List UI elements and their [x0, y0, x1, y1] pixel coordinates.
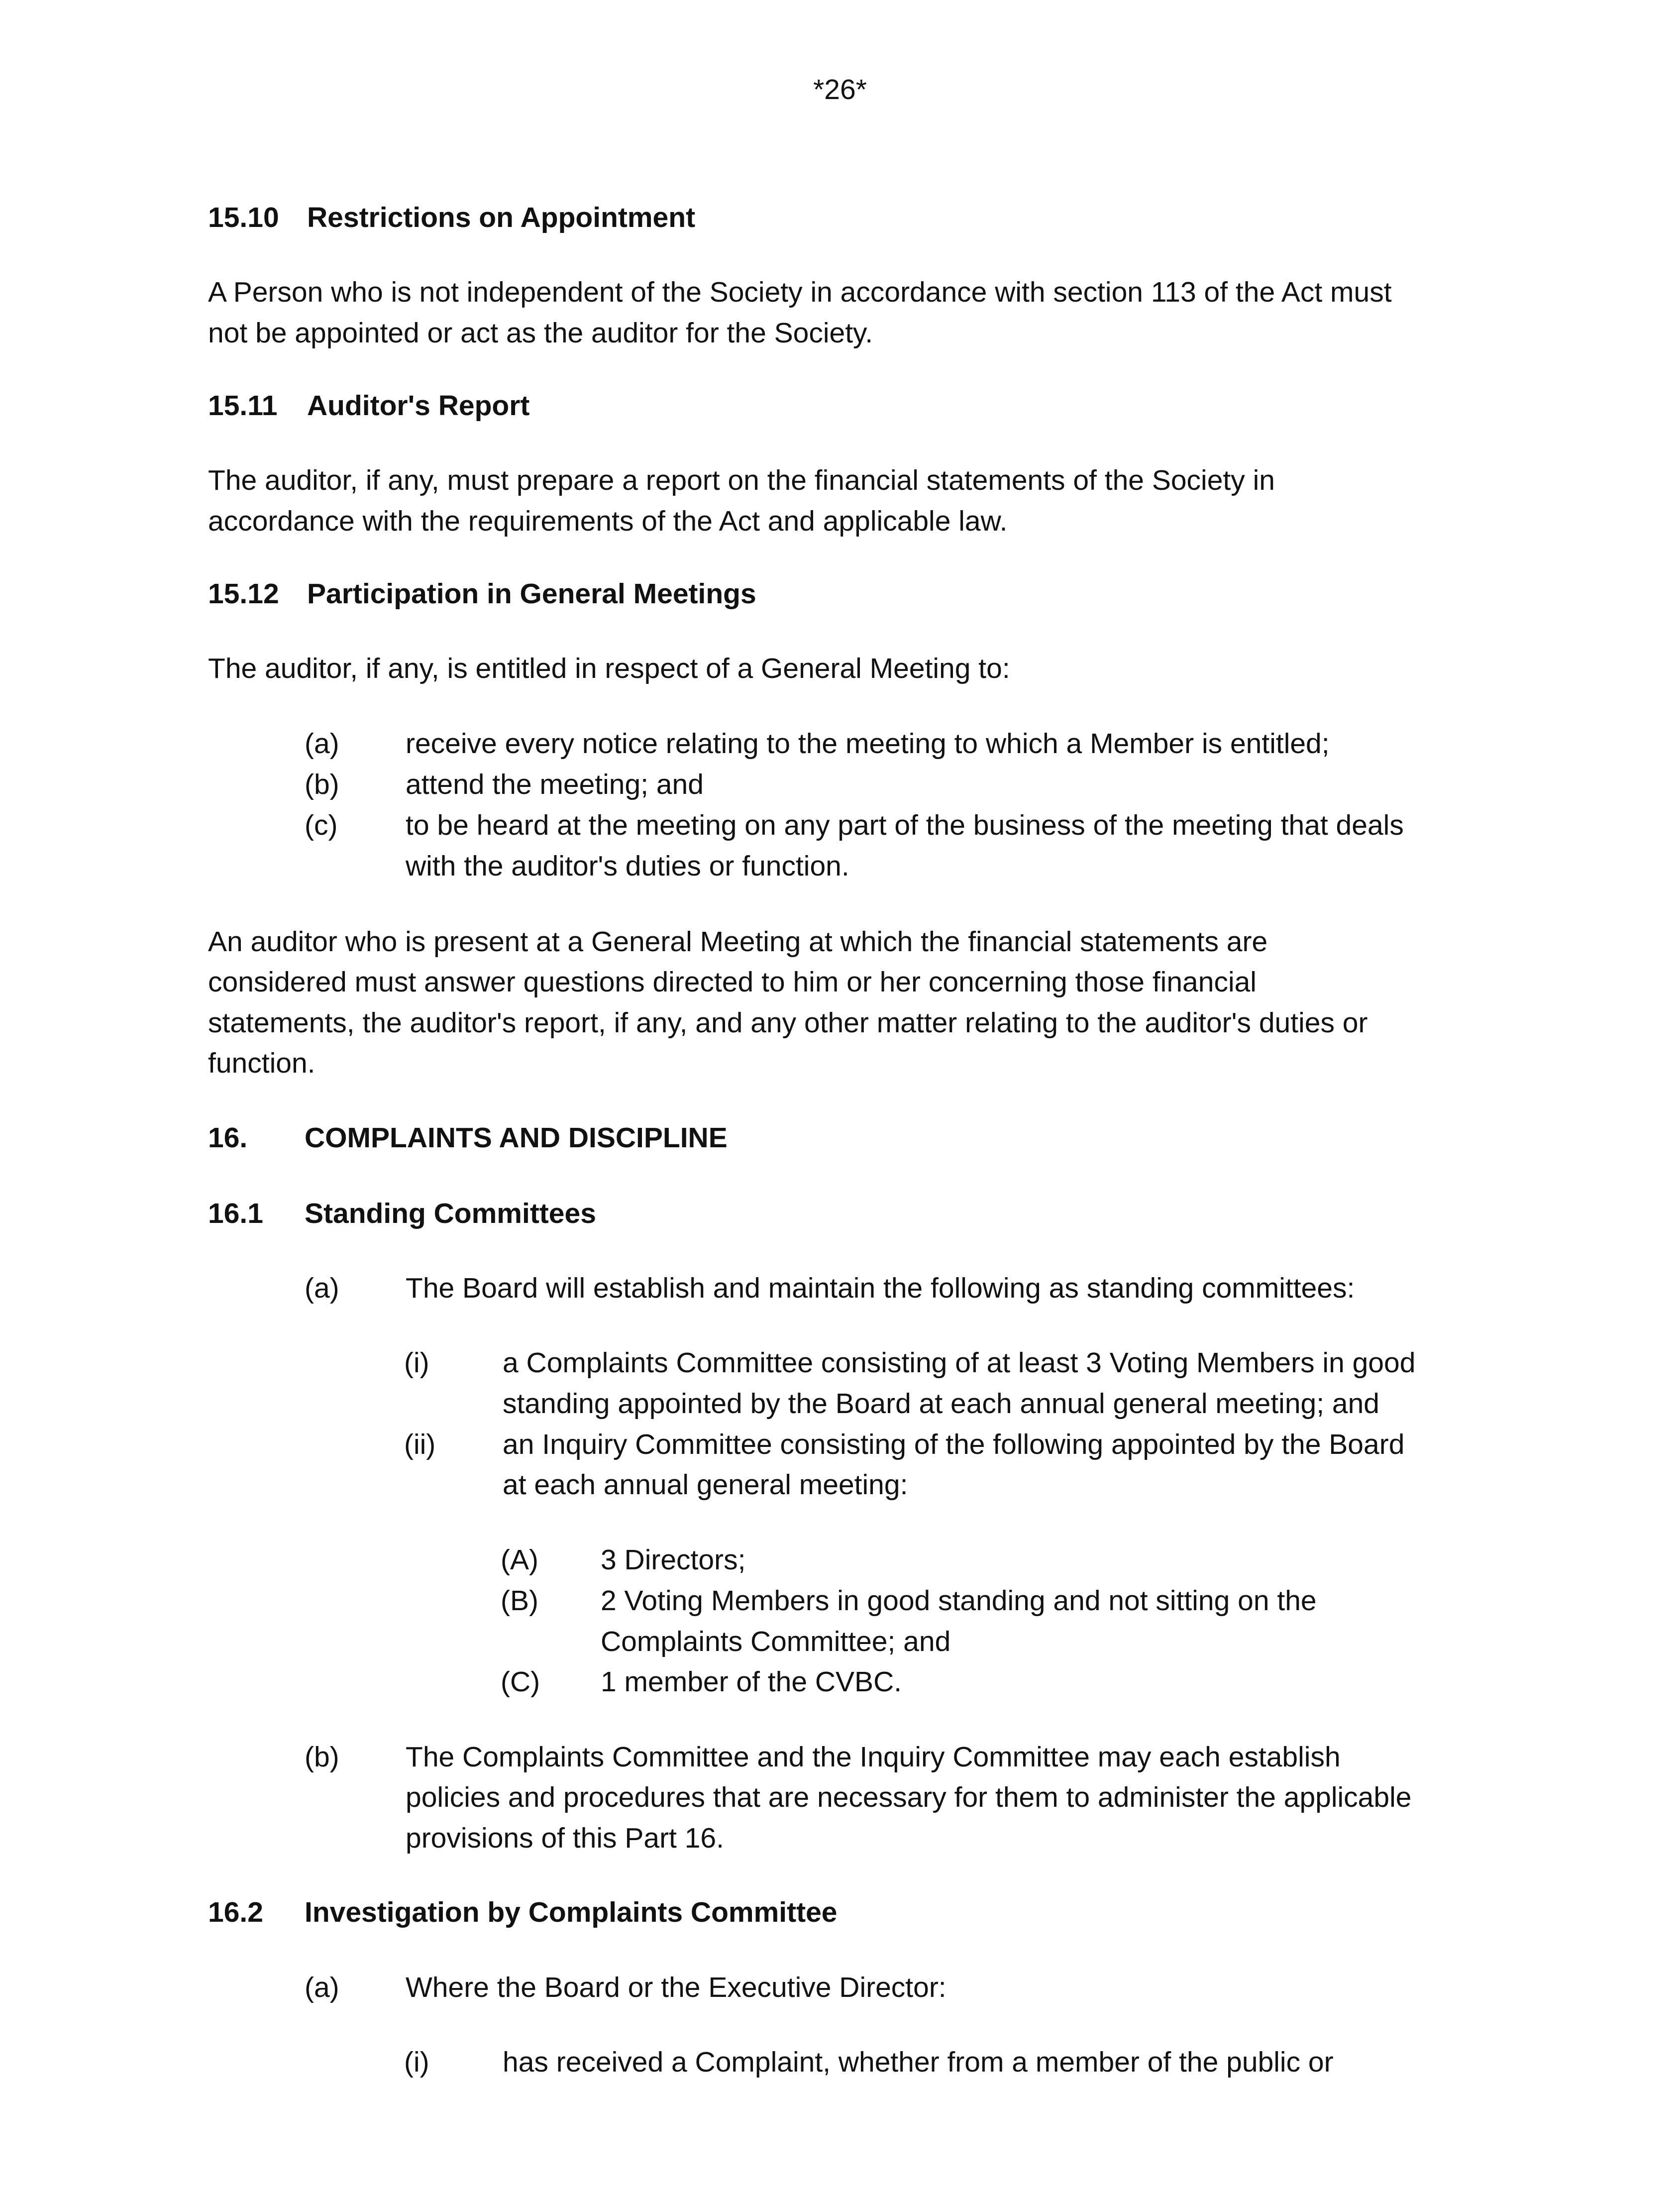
- section-15-10-heading: Restrictions on Appointment: [307, 202, 696, 233]
- list-item-text: receive every notice relating to the meeting to which a Member is entitled;: [406, 728, 1330, 760]
- list-item-label: (a): [305, 1272, 339, 1304]
- section-16-2-heading: Investigation by Complaints Committee: [305, 1896, 838, 1928]
- list-item-text: has received a Complaint, whether from a member of the public or: [503, 2046, 1334, 2078]
- list-item-text: 3 Directors;: [601, 1544, 746, 1576]
- section-16-number: 16.: [208, 1122, 248, 1154]
- list-item-label: (a): [305, 728, 339, 760]
- section-15-12-paragraph-line: considered must answer questions directed to him or her concerning those financial: [208, 966, 1257, 998]
- list-item-label: (b): [305, 1741, 339, 1773]
- list-item-text: The Board will establish and maintain the following as standing committees:: [406, 1272, 1355, 1304]
- section-16-1-heading: Standing Committees: [305, 1198, 596, 1229]
- list-item-text: 2 Voting Members in good standing and not sitting on the: [601, 1585, 1317, 1617]
- section-15-12-paragraph-line: function.: [208, 1047, 315, 1079]
- section-15-12-number: 15.12: [208, 578, 279, 610]
- list-item-text: policies and procedures that are necessary for them to administer the applicable: [406, 1781, 1412, 1813]
- list-item-label: (a): [305, 1972, 339, 2003]
- list-item-text: a Complaints Committee consisting of at least 3 Voting Members in good: [503, 1347, 1416, 1379]
- section-15-12-paragraph-line: An auditor who is present at a General Meeting at which the financial statements are: [208, 926, 1268, 958]
- section-16-1-number: 16.1: [208, 1198, 263, 1229]
- list-item-text: attend the meeting; and: [406, 768, 704, 800]
- list-item-text: 1 member of the CVBC.: [601, 1666, 902, 1698]
- section-15-10-paragraph-line: A Person who is not independent of the Society in accordance with section 113 of the Act must: [208, 276, 1392, 308]
- list-item-label: (B): [501, 1585, 538, 1617]
- section-15-11-paragraph-line: accordance with the requirements of the Act and applicable law.: [208, 505, 1008, 537]
- list-item-text: The Complaints Committee and the Inquiry Committee may each establish: [406, 1741, 1341, 1773]
- list-item-label: (c): [305, 809, 338, 841]
- section-15-10-paragraph-line: not be appointed or act as the auditor for the Society.: [208, 317, 873, 349]
- list-item-label: (ii): [404, 1428, 436, 1460]
- list-item-text: Where the Board or the Executive Director:: [406, 1972, 946, 2003]
- section-16-heading: COMPLAINTS AND DISCIPLINE: [305, 1122, 728, 1154]
- section-15-11-paragraph-line: The auditor, if any, must prepare a report on the financial statements of the Society in: [208, 464, 1275, 496]
- page-number: *26*: [813, 74, 867, 106]
- section-15-12-intro: The auditor, if any, is entitled in respect of a General Meeting to:: [208, 653, 1010, 684]
- section-15-12-paragraph-line: statements, the auditor's report, if any, and any other matter relating to the auditor's duties or: [208, 1007, 1368, 1039]
- list-item-text: with the auditor's duties or function.: [406, 850, 849, 882]
- list-item-text: an Inquiry Committee consisting of the following appointed by the Board: [503, 1428, 1405, 1460]
- section-15-10-number: 15.10: [208, 202, 279, 233]
- list-item-label: (i): [404, 1347, 429, 1379]
- list-item-text: at each annual general meeting:: [503, 1469, 908, 1501]
- list-item-text: provisions of this Part 16.: [406, 1822, 724, 1854]
- list-item-label: (b): [305, 768, 339, 800]
- section-15-11-heading: Auditor's Report: [307, 390, 530, 422]
- list-item-text: standing appointed by the Board at each annual general meeting; and: [503, 1388, 1379, 1420]
- list-item-label: (i): [404, 2046, 429, 2078]
- section-15-11-number: 15.11: [208, 390, 278, 422]
- list-item-text: Complaints Committee; and: [601, 1626, 951, 1657]
- list-item-text: to be heard at the meeting on any part of the business of the meeting that deals: [406, 809, 1404, 841]
- list-item-label: (C): [501, 1666, 540, 1698]
- section-15-12-heading: Participation in General Meetings: [307, 578, 756, 610]
- section-16-2-number: 16.2: [208, 1896, 263, 1928]
- list-item-label: (A): [501, 1544, 538, 1576]
